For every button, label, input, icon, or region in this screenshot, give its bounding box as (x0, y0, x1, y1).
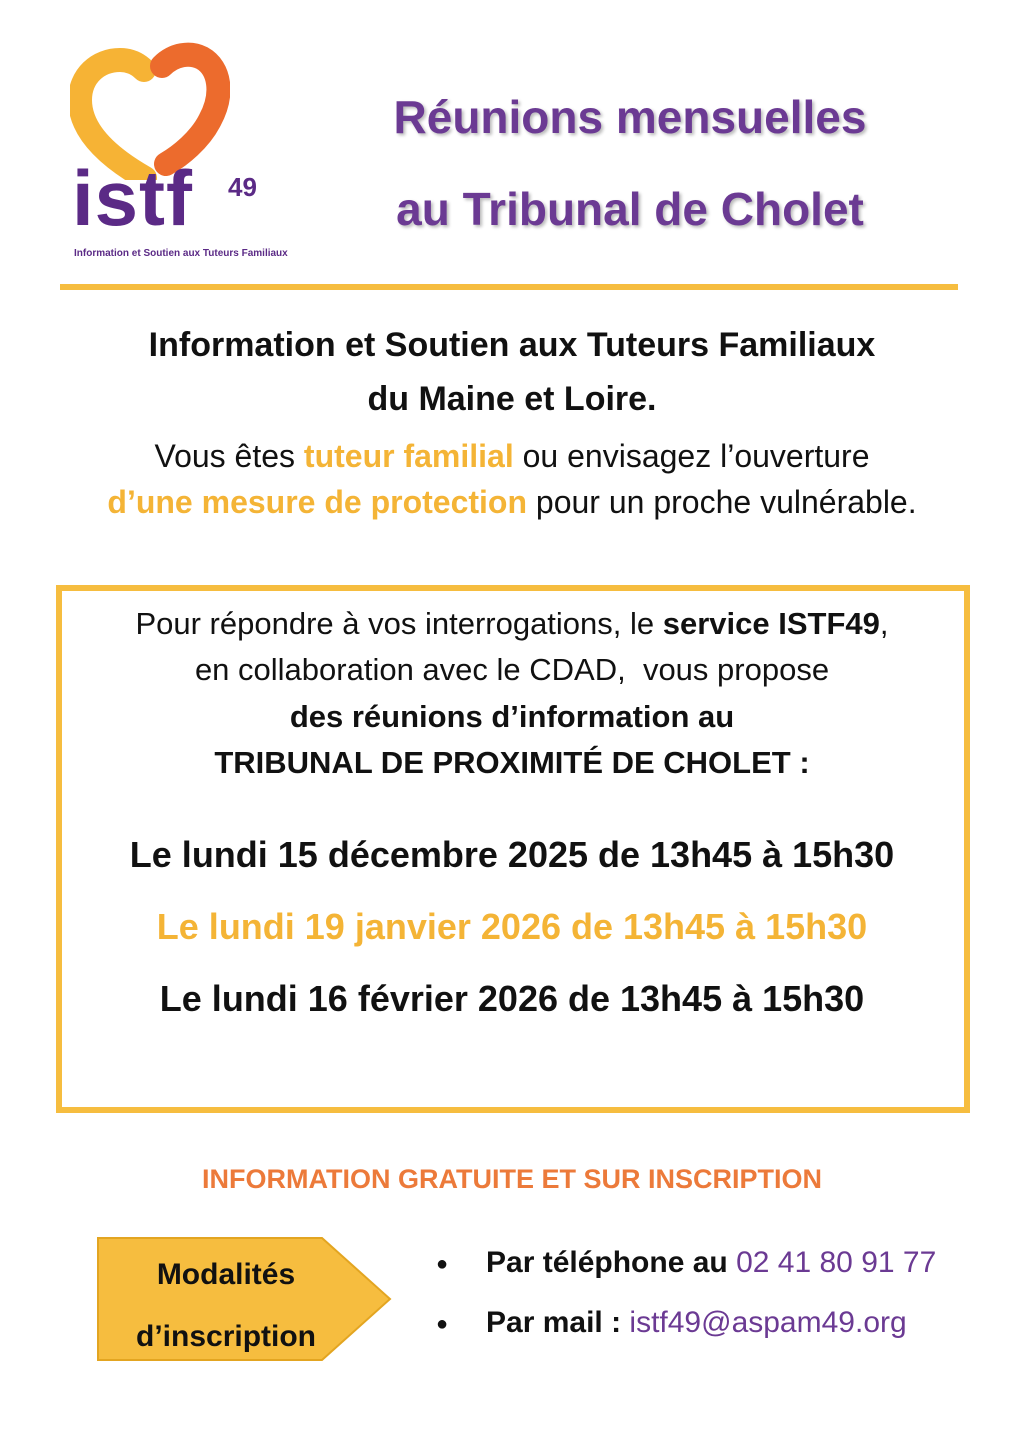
intro-text-line1 (40, 438, 984, 475)
box-text-line4: TRIBUNAL DE PROXIMITÉ DE CHOLET : (214, 745, 810, 780)
contact-phone-item (436, 1246, 936, 1280)
header-divider (60, 284, 958, 290)
box-text-part: , (879, 606, 889, 641)
modalites-label (100, 1244, 352, 1368)
logo-superscript: 49 (228, 172, 257, 202)
contact-phone-label: Par téléphone au (486, 1246, 737, 1279)
contact-mail-address[interactable]: istf49@aspam49.org (629, 1306, 907, 1339)
box-text-part: Pour répondre à vos interrogations, le (135, 606, 663, 641)
intro-text-part: Vous êtes (154, 438, 304, 474)
free-info-notice: INFORMATION GRATUITE ET SUR INSCRIPTION (202, 1164, 822, 1194)
intro-text-line2 (40, 484, 984, 521)
page-title-line1: Réunions mensuelles (393, 91, 867, 143)
logo-wordmark: istf (72, 154, 193, 242)
contact-mail-item (436, 1306, 907, 1340)
logo-tagline: Information et Soutien aux Tuteurs Familiaux (74, 248, 288, 259)
box-service-name: service ISTF49 (662, 606, 880, 641)
intro-text-part: pour un proche vulnérable. (527, 484, 917, 520)
intro-highlight-mesure: d’une mesure de protection (107, 484, 528, 520)
box-text-line2: en collaboration avec le CDAD, vous propose (194, 652, 830, 687)
intro-highlight-tuteur: tuteur familial (303, 438, 514, 474)
intro-text-part: ou envisagez l’ouverture (513, 438, 870, 474)
modalites-label-line2: d’inscription (136, 1320, 316, 1353)
meeting-date-3: Le lundi 16 février 2026 de 13h45 à 15h30 (159, 978, 865, 1019)
bullet-icon: ● (436, 1252, 449, 1275)
box-text-line1 (40, 606, 984, 642)
intro-heading-line2: du Maine et Loire. (367, 380, 657, 418)
box-text-line3: des réunions d’information au (289, 699, 735, 734)
meeting-date-2: Le lundi 19 janvier 2026 de 13h45 à 15h30 (156, 906, 868, 947)
contact-mail-label: Par mail : (486, 1306, 630, 1339)
bullet-icon: ● (436, 1312, 449, 1335)
meeting-date-1: Le lundi 15 décembre 2025 de 13h45 à 15h30 (129, 834, 895, 875)
intro-heading-line1: Information et Soutien aux Tuteurs Familiaux (148, 326, 876, 364)
modalites-label-line1: Modalités (156, 1258, 296, 1291)
page-title-line2: au Tribunal de Cholet (396, 183, 864, 235)
contact-phone-number[interactable]: 02 41 80 91 77 (736, 1246, 937, 1279)
